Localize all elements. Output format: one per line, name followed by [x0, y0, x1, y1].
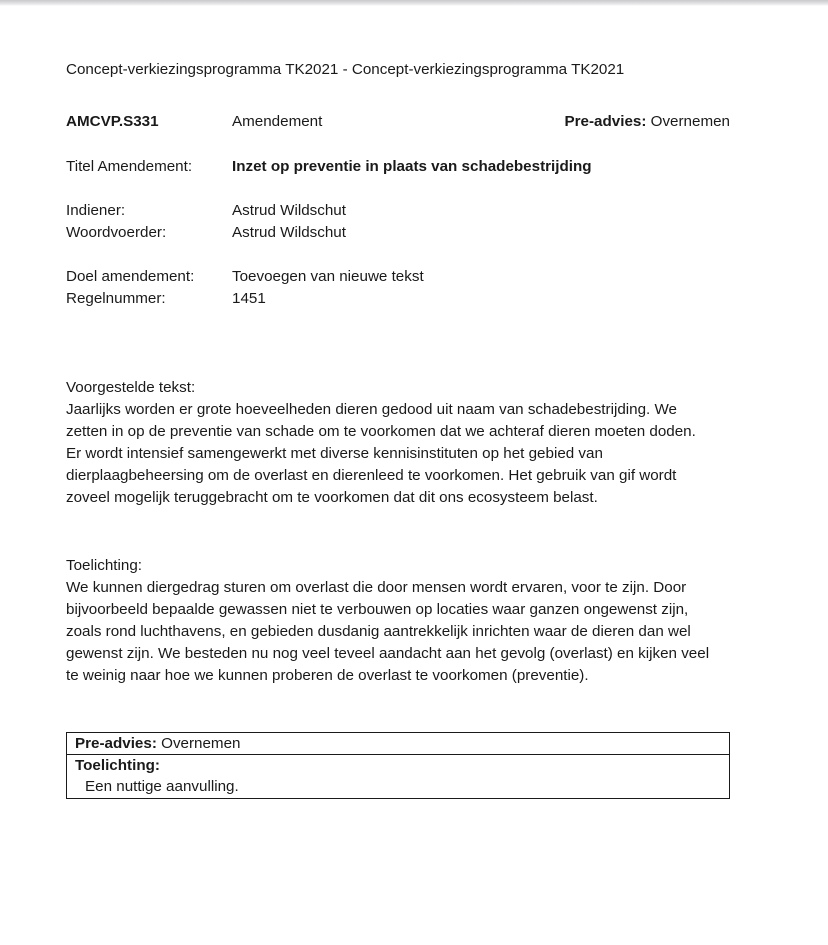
advice-table-preadvice-value: Overnemen — [161, 735, 241, 752]
explanation-line: zoals rond luchthavens, en gebieden dusdanig aantrekkelijk inrichten waar de dieren dan wel — [66, 623, 691, 640]
explanation-heading: Toelichting: — [66, 557, 142, 574]
explanation-line: gewenst zijn. We besteden nu nog veel teveel aandacht aan het gevolg (overlast) en kijken veel — [66, 645, 710, 662]
proposed-text-line: Er wordt intensief samengewerkt met diverse kennisinstituten op het gebied van — [66, 445, 603, 462]
proposed-text-heading: Voorgestelde tekst: — [66, 379, 196, 396]
submitter-value: Astrud Wildschut — [232, 202, 346, 219]
advice-table-preadvice-label: Pre-advies: — [75, 735, 157, 752]
advice-table-explanation-label: Toelichting: — [75, 757, 160, 774]
proposed-text-line: zetten in op de preventie van schade om te voorkomen dat we achteraf dieren moeten doden. — [66, 423, 696, 440]
advice-table — [66, 732, 730, 799]
advice-table-preadvice-row — [67, 733, 729, 754]
explanation-line: We kunnen diergedrag sturen om overlast die door mensen wordt ervaren, voor te zijn. Door — [66, 579, 687, 596]
line-number-label: Regelnummer: — [66, 290, 166, 307]
goal-label: Doel amendement: — [66, 268, 195, 285]
advice-table-explanation-row — [67, 754, 729, 798]
amendment-code: AMCVP.S331 — [66, 113, 159, 130]
goal-value: Toevoegen van nieuwe tekst — [232, 268, 424, 285]
preadvice-summary — [565, 111, 730, 133]
amendment-type: Amendement — [232, 113, 323, 130]
proposed-text-line: Jaarlijks worden er grote hoeveelheden dieren gedood uit naam van schadebestrijding. We — [66, 401, 677, 418]
page-top-edge — [0, 0, 828, 6]
document-header: Concept-verkiezingsprogramma TK2021 - Concept-verkiezingsprogramma TK2021 — [66, 61, 625, 78]
spokesperson-value: Astrud Wildschut — [232, 224, 346, 241]
preadvice-label: Pre-advies: — [564, 113, 647, 130]
title-label: Titel Amendement: — [66, 158, 193, 175]
explanation-line: bijvoorbeeld bepaalde gewassen niet te verbouwen op locaties waar ganzen ongewenst zijn, — [66, 601, 689, 618]
proposed-text-section — [66, 377, 730, 509]
advice-table-explanation-text: Een nuttige aanvulling. — [85, 778, 239, 795]
spokesperson-label: Woordvoerder: — [66, 224, 167, 241]
proposed-text-line: zoveel mogelijk teruggebracht om te voorkomen dat dit ons ecosysteem belast. — [66, 489, 598, 506]
explanation-section — [66, 555, 730, 687]
line-number-value: 1451 — [232, 290, 266, 307]
submitter-label: Indiener: — [66, 202, 126, 219]
preadvice-value: Overnemen — [650, 113, 730, 130]
amendment-title: Inzet op preventie in plaats van schadebestrijding — [232, 158, 592, 175]
proposed-text-line: dierplaagbeheersing om de overlast en dierenleed te voorkomen. Het gebruik van gif wordt — [66, 467, 677, 484]
explanation-line: te weinig naar hoe we kunnen proberen de overlast te voorkomen (preventie). — [66, 667, 589, 684]
